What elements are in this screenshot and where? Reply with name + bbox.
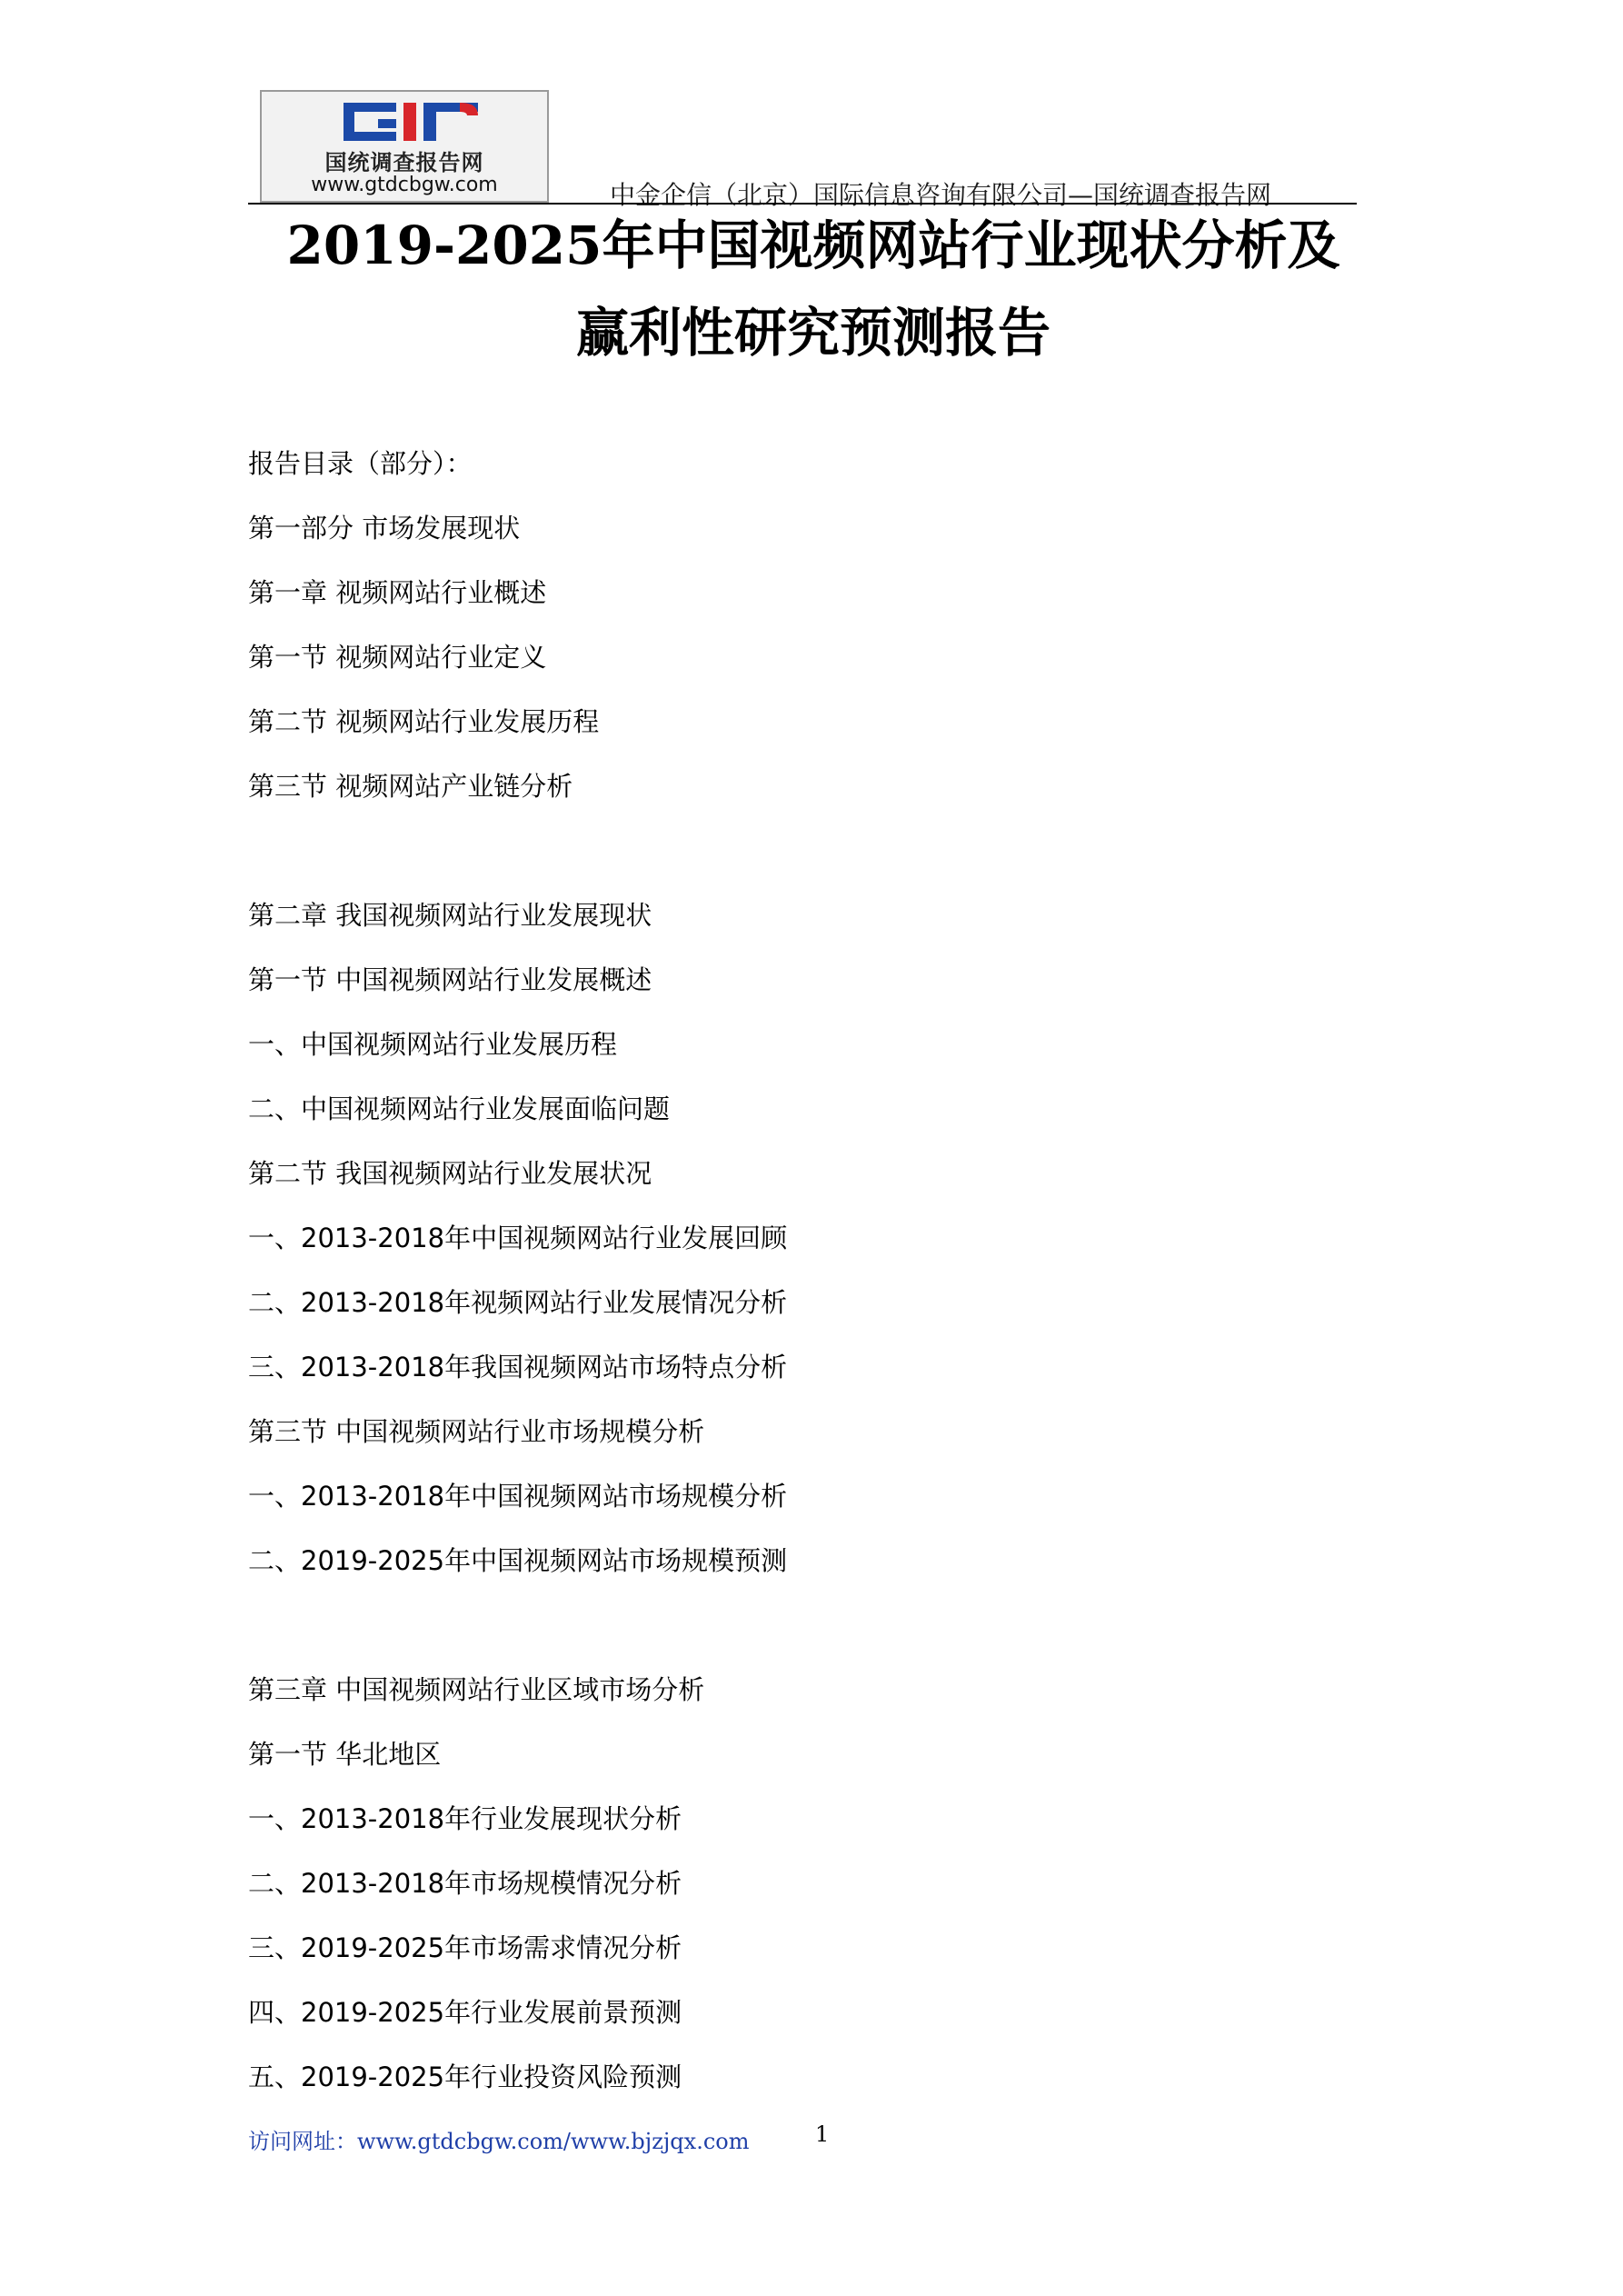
- toc-item: 一、2013-2018年中国视频网站行业发展回顾: [248, 1223, 788, 1253]
- title-line-2: 赢利性研究预测报告: [575, 302, 1050, 364]
- page-number: 1: [815, 2121, 830, 2147]
- toc-item: 一、2013-2018年中国视频网站市场规模分析: [248, 1481, 788, 1512]
- toc-spacer: [248, 1598, 1339, 1662]
- toc-item: 第一章 视频网站行业概述: [248, 577, 547, 608]
- toc-item: 一、2013-2018年行业发展现状分析: [248, 1803, 682, 1834]
- toc-item: 三、2019-2025年市场需求情况分析: [248, 1932, 682, 1963]
- toc-item: 二、中国视频网站行业发展面临问题: [248, 1093, 671, 1124]
- toc-item: 第三节 视频网站产业链分析: [248, 771, 573, 802]
- toc-item: 二、2013-2018年视频网站行业发展情况分析: [248, 1287, 788, 1318]
- toc-item: 四、2019-2025年行业发展前景预测: [248, 1997, 682, 2028]
- toc-item: 五、2019-2025年行业投资风险预测: [248, 2061, 682, 2092]
- toc-item: 第二节 我国视频网站行业发展状况: [248, 1158, 652, 1189]
- toc-item: 第一部分 市场发展现状: [248, 513, 521, 544]
- logo-url: www.gtdcbgw.com: [311, 174, 498, 196]
- table-of-contents: [248, 436, 1339, 2114]
- company-logo: [260, 90, 549, 203]
- toc-heading: 报告目录（部分）：: [248, 448, 473, 479]
- toc-item: 二、2013-2018年市场规模情况分析: [248, 1868, 682, 1899]
- toc-item: 第一节 华北地区: [248, 1739, 442, 1770]
- toc-item: 第二章 我国视频网站行业发展现状: [248, 900, 652, 931]
- title-line-1: 2019-2025年中国视频网站行业现状分析及: [286, 215, 1340, 276]
- toc-item: 第三章 中国视频网站行业区域市场分析: [248, 1674, 705, 1705]
- toc-item: 一、中国视频网站行业发展历程: [248, 1029, 618, 1060]
- toc-item: 第二节 视频网站行业发展历程: [248, 706, 600, 737]
- toc-item: 三、2013-2018年我国视频网站市场特点分析: [248, 1352, 788, 1383]
- toc-item: 二、2019-2025年中国视频网站市场规模预测: [248, 1545, 788, 1576]
- document-title: [245, 202, 1381, 376]
- toc-item: 第一节 中国视频网站行业发展概述: [248, 964, 652, 995]
- logo-mark-icon: [325, 97, 489, 146]
- header-company: 中金企信（北京）国际信息咨询有限公司—国统调查报告网: [610, 180, 1272, 210]
- footer-url: 访问网址：www.gtdcbgw.com/www.bjzjqx.com: [248, 2129, 750, 2154]
- toc-spacer: [248, 824, 1339, 888]
- toc-item: 第一节 视频网站行业定义: [248, 642, 547, 673]
- toc-item: 第三节 中国视频网站行业市场规模分析: [248, 1416, 705, 1447]
- logo-name: 国统调查报告网: [324, 150, 484, 175]
